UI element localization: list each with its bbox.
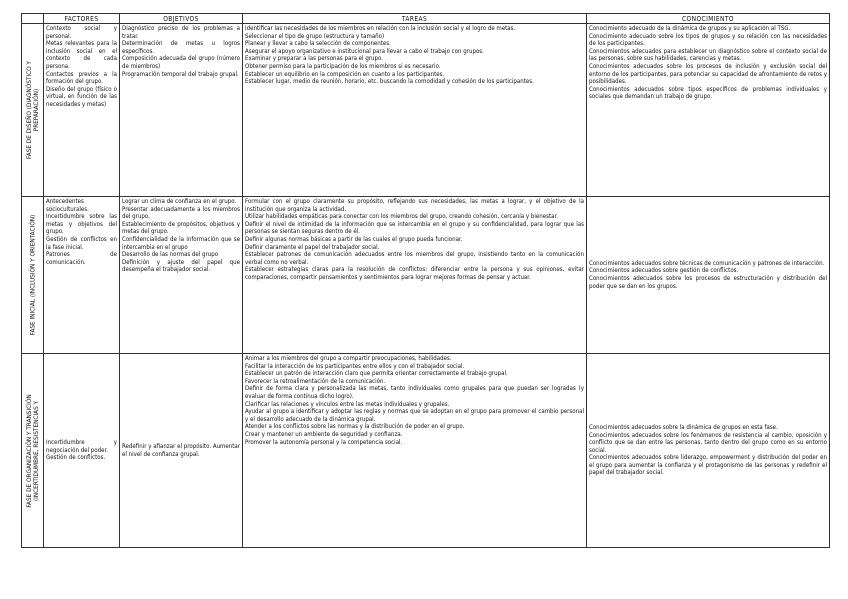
list-item: Contactos previos a la formación del grupo.	[46, 70, 117, 86]
list-item: Metas relevantes para la inclusión social en el contexto de cada persona.	[46, 40, 117, 70]
list-item: Establecer un patrón de interacción claro que permita orientar correctamente el trabajo grupal.	[245, 370, 508, 378]
list-item: Definir el nivel de intimidad de la información que se intercambia en el grupo y su confidencialidad, para lograr que las personas se sientan seguras dentro de él.	[245, 220, 584, 236]
header-factores: FACTORES	[44, 14, 120, 24]
list-item: Ayudar al grupo a identificar y adoptar las reglas y normas que se adoptan en el grupo para promover el cambio personal y el desarrollo adecuado de la dinámica grupal.	[245, 408, 584, 423]
list-item: Antecedentes socioculturales.	[46, 198, 89, 213]
factores-cell	[44, 354, 120, 548]
list-item: Gestión de conflictos.	[46, 454, 106, 462]
table-row	[22, 354, 830, 548]
list-item: Conocimiento adecuado sobre los tipos de grupos y su relación con las necesidades de los participantes.	[589, 32, 827, 48]
header-row	[22, 14, 830, 24]
list-item: Planear y llevar a cabo la selección de componentes.	[245, 40, 391, 48]
list-item: Establecer lugar, medio de reunión, horario, etc. buscando la comodidad y cohesión de los participantes.	[245, 78, 534, 86]
conocimiento-cell	[587, 24, 830, 197]
list-item: Incertidumbre sobre las metas y objetivos del grupo.	[46, 213, 117, 236]
list-item: Conocimientos adecuados sobre los procesos de estructuración y distribución del poder que se dan en los grupos.	[589, 275, 827, 290]
list-item: Redefinir y afianzar el propósito. Aumentar el nivel de confianza grupal.	[122, 442, 240, 458]
list-item: Definición y ajuste del papel que desempeña el trabajador social.	[122, 258, 240, 274]
list-item: Definir de forma clara y personalizada las metas, tanto individuales como grupales para que puedan ser logradas (y evaluar de forma continua dicho logro).	[245, 385, 584, 400]
phase-label-text	[25, 61, 39, 159]
list-item: Promover la autonomía personal y la competencia social.	[245, 438, 403, 446]
tareas-cell	[243, 197, 587, 354]
list-item: Clarificar las relaciones y vínculos entre las metas individuales y grupales.	[245, 400, 450, 408]
phase-label-text	[29, 215, 36, 336]
list-item: Asegurar el apoyo organizativo e institucional para llevar a cabo el trabajo con grupos.	[245, 47, 484, 55]
list-item: Desarrollo de las normas del grupo	[122, 251, 219, 259]
phase-label-line: FASE DE ORGANIZACIÓN Y TRANSICIÓN	[24, 393, 33, 508]
objetivos-cell	[120, 24, 243, 197]
objetivos-cell	[120, 197, 243, 354]
list-item: Establecer un equilibrio en la composición en cuanto a los participantes.	[245, 70, 445, 78]
list-item: Lograr un clima de confianza en el grupo.	[122, 198, 237, 205]
list-item: Conocimientos adecuados sobre los fenómenos de resistencia al cambio, oposición y conflicto que se dan entre las personas, tanto dentro del grupo como en su entorno social.	[589, 431, 827, 454]
header-objetivos: OBJETIVOS	[120, 14, 243, 24]
phase-label	[22, 197, 44, 354]
list-item: Programación temporal del trabajo grupal.	[122, 70, 239, 78]
list-item: Conocimientos adecuados sobre tipos específicos de problemas individuales y sociales que demandan un trabajo de grupo.	[589, 85, 827, 101]
list-item: Obtener permiso para la participación de los miembros si es necesario.	[245, 62, 441, 70]
phase-label	[22, 354, 44, 548]
factores-cell	[44, 197, 120, 354]
header-conocimiento: CONOCIMIENTO	[587, 14, 830, 24]
table-row	[22, 24, 830, 197]
table-row	[22, 197, 830, 354]
list-item: Patrones de comunicación.	[46, 251, 117, 266]
list-item: Establecer patrones de comunicación adecuados entre los miembros del grupo, insistiendo tanto en la comunicación verbal como no verbal.	[245, 251, 584, 266]
list-item: Conocimientos adecuados para establecer un diagnóstico sobre el contexto social de las personas, sobre sus habilidades, carencias y metas.	[589, 47, 827, 63]
list-item: Diagnóstico preciso de los problemas a tratar.	[122, 25, 240, 40]
phase-label-line: FASE DE DISEÑO (DIAGNÓSTICO Y	[24, 61, 33, 159]
list-item: Utilizar habilidades empáticas para conectar con los miembros del grupo, creando cohesión, cercanía y bienestar.	[245, 213, 558, 221]
conocimiento-cell	[587, 197, 830, 354]
list-item: Seleccionar el tipo de grupo (estructura y tamaño)	[245, 32, 385, 40]
list-item: Definir algunas normas básicas a partir de las cuales el grupo pueda funcionar.	[245, 235, 463, 243]
header-tareas: TAREAS	[243, 14, 587, 24]
phases-table	[21, 13, 830, 548]
list-item: Confidencialidad de la información que se intercambia en el grupo	[122, 235, 240, 251]
list-item: Crear y mantener un ambiente de seguridad y confianza.	[245, 430, 403, 438]
list-item: Atender a los conflictos sobre las normas y la distribución de poder en el grupo.	[245, 423, 465, 431]
objetivos-cell	[120, 354, 243, 548]
list-item: Conocimientos adecuados sobre liderazgo, empowerment y distribución del poder en el grupo para aumentar la confianza y el protagonismo de las personas y redefinir el papel del trabajador social.	[589, 454, 827, 477]
list-item: Animar a los miembros del grupo a compartir preocupaciones, habilidades.	[245, 355, 452, 362]
list-item: Conocimientos adecuados sobre la dinámica de grupos en esta fase.	[589, 423, 778, 431]
phase-label-text	[25, 394, 39, 507]
list-item: Conocimientos adecuados sobre los procesos de inclusión y exclusión social del entorno de los participantes, para potenciar su capacidad de afrontamiento de retos y posibilidades.	[589, 62, 827, 86]
phase-label-line: PREPARACIÓN)	[31, 88, 40, 132]
conocimiento-cell	[587, 354, 830, 548]
list-item: Conocimientos adecuados sobre gestión de conflictos.	[589, 267, 739, 275]
list-item: Incertidumbre y negociación del poder.	[46, 439, 117, 454]
list-item: Establecimiento de propósitos, objetivos y metas del grupo.	[122, 220, 240, 236]
list-item: Favorecer la retroalimentación de la comunicación.	[245, 377, 386, 385]
list-item: Formular con el grupo claramente su propósito, reflejando sus necesidades, las metas a lograr, y el objetivo de la institución que organiza la actividad.	[245, 198, 584, 213]
list-item: Definir claramente el papel del trabajador social.	[245, 243, 380, 251]
list-item: Examinar y preparar a las personas para el grupo.	[245, 55, 383, 63]
list-item: Conocimientos adecuados sobre técnicas de comunicación y patrones de interacción.	[589, 259, 825, 267]
factores-cell	[44, 24, 120, 197]
phase-label-line: FASE INICIAL (INCLUSIÓN Y ORIENTACIÓN)	[27, 214, 36, 336]
list-item: Conocimiento adecuado de la dinámica de grupos y su aplicación al TSG.	[589, 25, 791, 32]
list-item: Composición adecuada del grupo (número de miembros)	[122, 55, 240, 70]
list-item: Establecer estrategias claras para la resolución de conflictos: diferenciar entre la persona y sus opiniones, evitar comparaciones, compartir pensamientos y sentimientos para lograr mejores formas de pensar y actuar.	[245, 266, 584, 281]
list-item: Determinación de metas u logros específicos.	[122, 40, 240, 55]
header-phase	[22, 14, 44, 24]
list-item: Identificar las necesidades de los miembros en relación con la inclusión social y el logro de metas.	[245, 25, 516, 32]
phase-label	[22, 24, 44, 197]
list-item: Presentar adecuadamente a los miembros del grupo.	[122, 205, 240, 221]
list-item: Contexto social y personal.	[46, 25, 117, 40]
tareas-cell	[243, 354, 587, 548]
list-item: Facilitar la interacción de los participantes entre ellos y con el trabajador social.	[245, 362, 465, 370]
list-item: Diseño del grupo (físico o virtual, en función de las necesidades y metas)	[46, 85, 117, 108]
phase-label-line: (INCERTIDUMBRE, RESISTENCIAS Y	[31, 400, 40, 501]
list-item: Gestión de conflictos en la fase inicial.	[46, 235, 117, 251]
tareas-cell	[243, 24, 587, 197]
